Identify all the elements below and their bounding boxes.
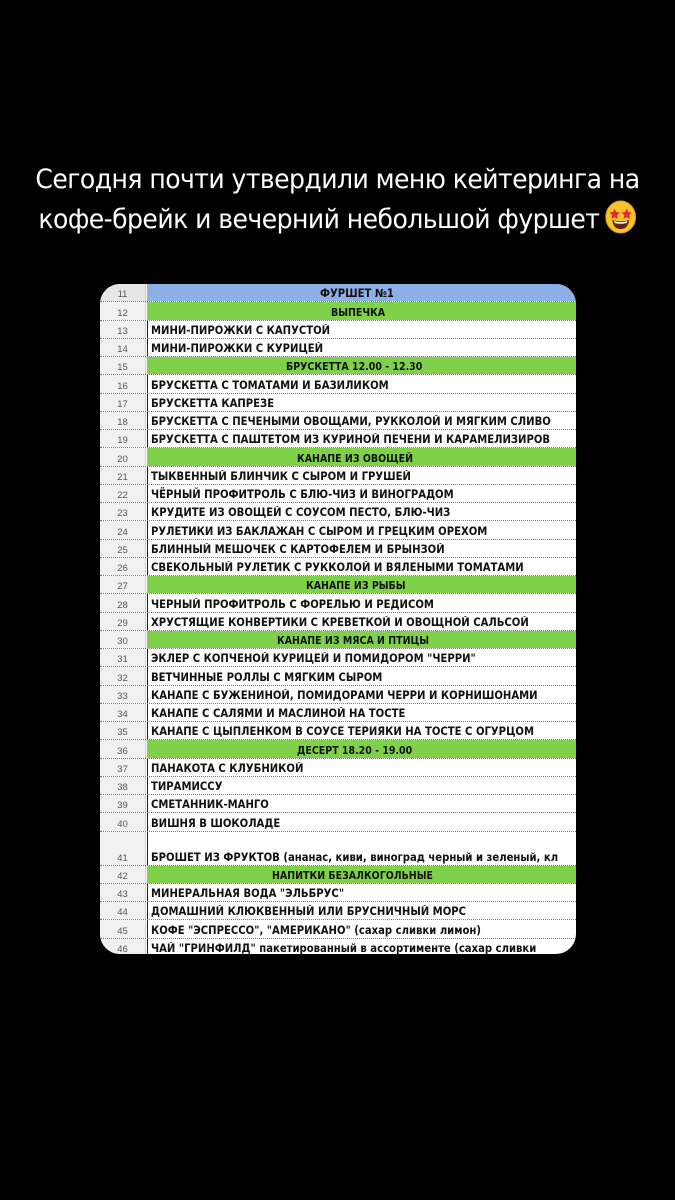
- cell-text: ЧЁРНЫЙ ПРОФИТРОЛЬ С БЛЮ-ЧИЗ И ВИНОГРАДОМ: [151, 488, 454, 501]
- cell: [147, 866, 576, 883]
- cell: [147, 722, 576, 739]
- row-number: 35: [100, 722, 146, 739]
- menu-item-row: [100, 485, 576, 503]
- menu-item-row: [100, 884, 576, 902]
- row-number: 12: [100, 302, 146, 319]
- menu-item-row: [100, 394, 576, 412]
- menu-item-row: [100, 902, 576, 920]
- cell: [147, 448, 576, 465]
- cell-text: БЛИННЫЙ МЕШОЧЕК С КАРТОФЕЛЕМ И БРЫНЗОЙ: [151, 542, 445, 556]
- section-header-row: [100, 576, 576, 594]
- menu-item-row: [100, 375, 576, 393]
- row-number: 26: [100, 558, 146, 575]
- row-number: 30: [100, 631, 146, 648]
- menu-item-row: [100, 939, 576, 955]
- menu-item-row: [100, 540, 576, 558]
- menu-item-row: [100, 759, 576, 777]
- section-header-row: [100, 448, 576, 466]
- cell: [147, 594, 576, 611]
- row-number: 46: [100, 939, 146, 955]
- spreadsheet-screenshot: [100, 284, 576, 954]
- cell-text: МИНИ-ПИРОЖКИ С КАПУСТОЙ: [151, 323, 331, 337]
- row-number: 27: [100, 576, 146, 593]
- cell: [147, 284, 576, 301]
- cell-text: КАНАПЕ С БУЖЕНИНОЙ, ПОМИДОРАМИ ЧЕРРИ И КОРНИШОНАМИ: [151, 688, 538, 702]
- cell-text: КАНАПЕ ИЗ МЯСА И ПТИЦЫ: [277, 635, 430, 647]
- menu-item-row: [100, 467, 576, 485]
- cell-text: МИНЕРАЛЬНАЯ ВОДА "ЭЛЬБРУС": [151, 887, 345, 900]
- cell: [147, 339, 576, 356]
- cell-text: ФУРШЕТ №1: [320, 287, 395, 301]
- cell-text: КАНАПЕ ИЗ ОВОЩЕЙ: [297, 452, 414, 465]
- menu-item-row: [100, 704, 576, 722]
- row-number: 11: [100, 284, 146, 301]
- cell-text: КРУДИТЕ ИЗ ОВОЩЕЙ С СОУСОМ ПЕСТО, БЛЮ-ЧИЗ: [151, 506, 451, 520]
- row-number: 24: [100, 521, 146, 538]
- section-header-row: [100, 866, 576, 884]
- row-number: 37: [100, 759, 146, 776]
- cell-text: БРУСКЕТТА С ПАШТЕТОМ ИЗ КУРИНОЙ ПЕЧЕНИ И КАРАМЕЛИЗИРОВ: [151, 433, 551, 447]
- cell: [147, 884, 576, 901]
- row-number: 44: [100, 902, 146, 919]
- cell: [147, 485, 576, 502]
- menu-item-row: [100, 649, 576, 667]
- cell-text: ПАНАКОТА С КЛУБНИКОЙ: [151, 761, 304, 775]
- row-number: 23: [100, 503, 146, 520]
- cell: [147, 704, 576, 721]
- cell: [147, 740, 576, 757]
- cell: [147, 521, 576, 538]
- cell: [147, 321, 576, 338]
- section-header-row: [100, 631, 576, 649]
- caption-text: Сегодня почти утвердили меню кейтеринга на кофе-брейк и вечерний небольшой фуршет: [35, 164, 640, 235]
- cell-text: ТИРАМИССУ: [151, 780, 223, 793]
- row-number: 19: [100, 430, 146, 447]
- menu-item-row: [100, 503, 576, 521]
- row-number: 25: [100, 540, 146, 557]
- cell-text: СВЕКОЛЬНЫЙ РУЛЕТИК С РУККОЛОЙ И ВЯЛЕНЫМИ ТОМАТАМИ: [151, 561, 524, 574]
- menu-item-row: [100, 686, 576, 704]
- row-number: 29: [100, 613, 146, 630]
- menu-item-row: [100, 412, 576, 430]
- cell: [147, 686, 576, 703]
- row-number: 21: [100, 467, 146, 484]
- menu-item-row: [100, 521, 576, 539]
- menu-item-row: [100, 722, 576, 740]
- row-number: 22: [100, 485, 146, 502]
- menu-item-row: [100, 832, 576, 866]
- cell-text: БРУСКЕТТА 12.00 - 12.30: [285, 361, 423, 374]
- row-number: 43: [100, 884, 146, 901]
- cell-text: ДОМАШНИЙ КЛЮКВЕННЫЙ ИЛИ БРУСНИЧНЫЙ МОРС: [151, 905, 467, 919]
- cell-text: БРУСКЕТТА С ТОМАТАМИ И БАЗИЛИКОМ: [151, 378, 389, 392]
- menu-item-row: [100, 558, 576, 576]
- cell-text: КАНАПЕ ИЗ РЫБЫ: [306, 580, 406, 593]
- row-number: 45: [100, 920, 146, 937]
- cell: [147, 503, 576, 520]
- cell: [147, 357, 576, 374]
- section-header-row: [100, 740, 576, 758]
- menu-item-row: [100, 613, 576, 631]
- row-number: 40: [100, 813, 146, 830]
- menu-item-row: [100, 813, 576, 831]
- cell: [147, 920, 576, 937]
- row-number: 28: [100, 594, 146, 611]
- menu-item-row: [100, 594, 576, 612]
- cell: [147, 631, 576, 648]
- cell-text: ВЫПЕЧКА: [331, 306, 386, 319]
- cell-text: КОФЕ "ЭСПРЕССО", "АМЕРИКАНО" (сахар сливки лимон): [151, 923, 481, 937]
- cell-text: НАПИТКИ БЕЗАЛКОГОЛЬНЫЕ: [272, 869, 434, 882]
- row-number: 14: [100, 339, 146, 356]
- row-number: 15: [100, 357, 146, 374]
- cell-text: КАНАПЕ С ЦЫПЛЕНКОМ В СОУСЕ ТЕРИЯКИ НА ТОСТЕ С ОГУРЦОМ: [151, 725, 534, 739]
- section-header-row: [100, 357, 576, 375]
- cell: [147, 613, 576, 630]
- cell-text: БРОШЕТ ИЗ ФРУКТОВ (ананас, киви, виноград черный и зеленый, кл: [151, 850, 559, 864]
- row-number: 32: [100, 667, 146, 684]
- row-number: 18: [100, 412, 146, 429]
- cell: [147, 375, 576, 392]
- cell: [147, 394, 576, 411]
- cell: [147, 795, 576, 812]
- cell: [147, 832, 576, 865]
- menu-item-row: [100, 667, 576, 685]
- row-number: 20: [100, 448, 146, 465]
- row-number: 33: [100, 686, 146, 703]
- cell: [147, 412, 576, 429]
- menu-item-row: [100, 795, 576, 813]
- cell: [147, 759, 576, 776]
- cell: [147, 777, 576, 794]
- cell-text: ДЕСЕРТ 18.20 - 19.00: [297, 744, 413, 757]
- cell: [147, 902, 576, 919]
- cell: [147, 667, 576, 684]
- menu-item-row: [100, 339, 576, 357]
- cell-text: ЧАЙ "ГРИНФИЛД" пакетированный в ассортименте (сахар сливки: [151, 941, 537, 954]
- menu-item-row: [100, 430, 576, 448]
- row-number: 39: [100, 795, 146, 812]
- cell-text: БРУСКЕТТА КАПРЕЗЕ: [151, 396, 275, 410]
- row-number: 36: [100, 740, 146, 757]
- row-number: 17: [100, 394, 146, 411]
- table-title-row: [100, 284, 576, 302]
- cell: [147, 302, 576, 319]
- cell-text: ВЕТЧИННЫЕ РОЛЛЫ С МЯГКИМ СЫРОМ: [151, 670, 383, 684]
- cell: [147, 540, 576, 557]
- cell: [147, 558, 576, 575]
- cell: [147, 813, 576, 830]
- cell-text: ЭКЛЕР С КОПЧЕНОЙ КУРИЦЕЙ И ПОМИДОРОМ "ЧЕРРИ": [151, 652, 476, 666]
- cell-text: ВИШНЯ В ШОКОЛАДЕ: [151, 816, 281, 830]
- cell: [147, 649, 576, 666]
- cell-text: БРУСКЕТТА С ПЕЧЕНЫМИ ОВОЩАМИ, РУККОЛОЙ И МЯГКИМ СЛИВО: [151, 415, 551, 428]
- cell-text: ХРУСТЯЩИЕ КОНВЕРТИКИ С КРЕВЕТКОЙ И ОВОЩНОЙ САЛЬСОЙ: [151, 615, 529, 629]
- cell: [147, 430, 576, 447]
- cell-text: ЧЕРНЫЙ ПРОФИТРОЛЬ С ФОРЕЛЬЮ И РЕДИСОМ: [151, 597, 434, 611]
- row-number: 31: [100, 649, 146, 666]
- cell: [147, 576, 576, 593]
- star-struck-emoji-icon: [605, 200, 637, 234]
- menu-item-row: [100, 321, 576, 339]
- row-number: 16: [100, 375, 146, 392]
- cell: [147, 939, 576, 955]
- cell: [147, 467, 576, 484]
- row-number: 41: [100, 832, 146, 865]
- section-header-row: [100, 302, 576, 320]
- menu-item-row: [100, 920, 576, 938]
- cell-text: КАНАПЕ С САЛЯМИ И МАСЛИНОЙ НА ТОСТЕ: [151, 707, 406, 720]
- spreadsheet-rows: [100, 284, 576, 954]
- cell-text: ТЫКВЕННЫЙ БЛИНЧИК С СЫРОМ И ГРУШЕЙ: [151, 469, 411, 483]
- row-number: 42: [100, 866, 146, 883]
- cell-text: РУЛЕТИКИ ИЗ БАКЛАЖАН С СЫРОМ И ГРЕЦКИМ ОРЕХОМ: [151, 524, 488, 538]
- row-number: 34: [100, 704, 146, 721]
- cell-text: МИНИ-ПИРОЖКИ С КУРИЦЕЙ: [151, 342, 324, 355]
- menu-item-row: [100, 777, 576, 795]
- story-caption: [24, 160, 652, 240]
- cell-text: СМЕТАННИК-МАНГО: [151, 798, 269, 812]
- row-number: 38: [100, 777, 146, 794]
- row-number: 13: [100, 321, 146, 338]
